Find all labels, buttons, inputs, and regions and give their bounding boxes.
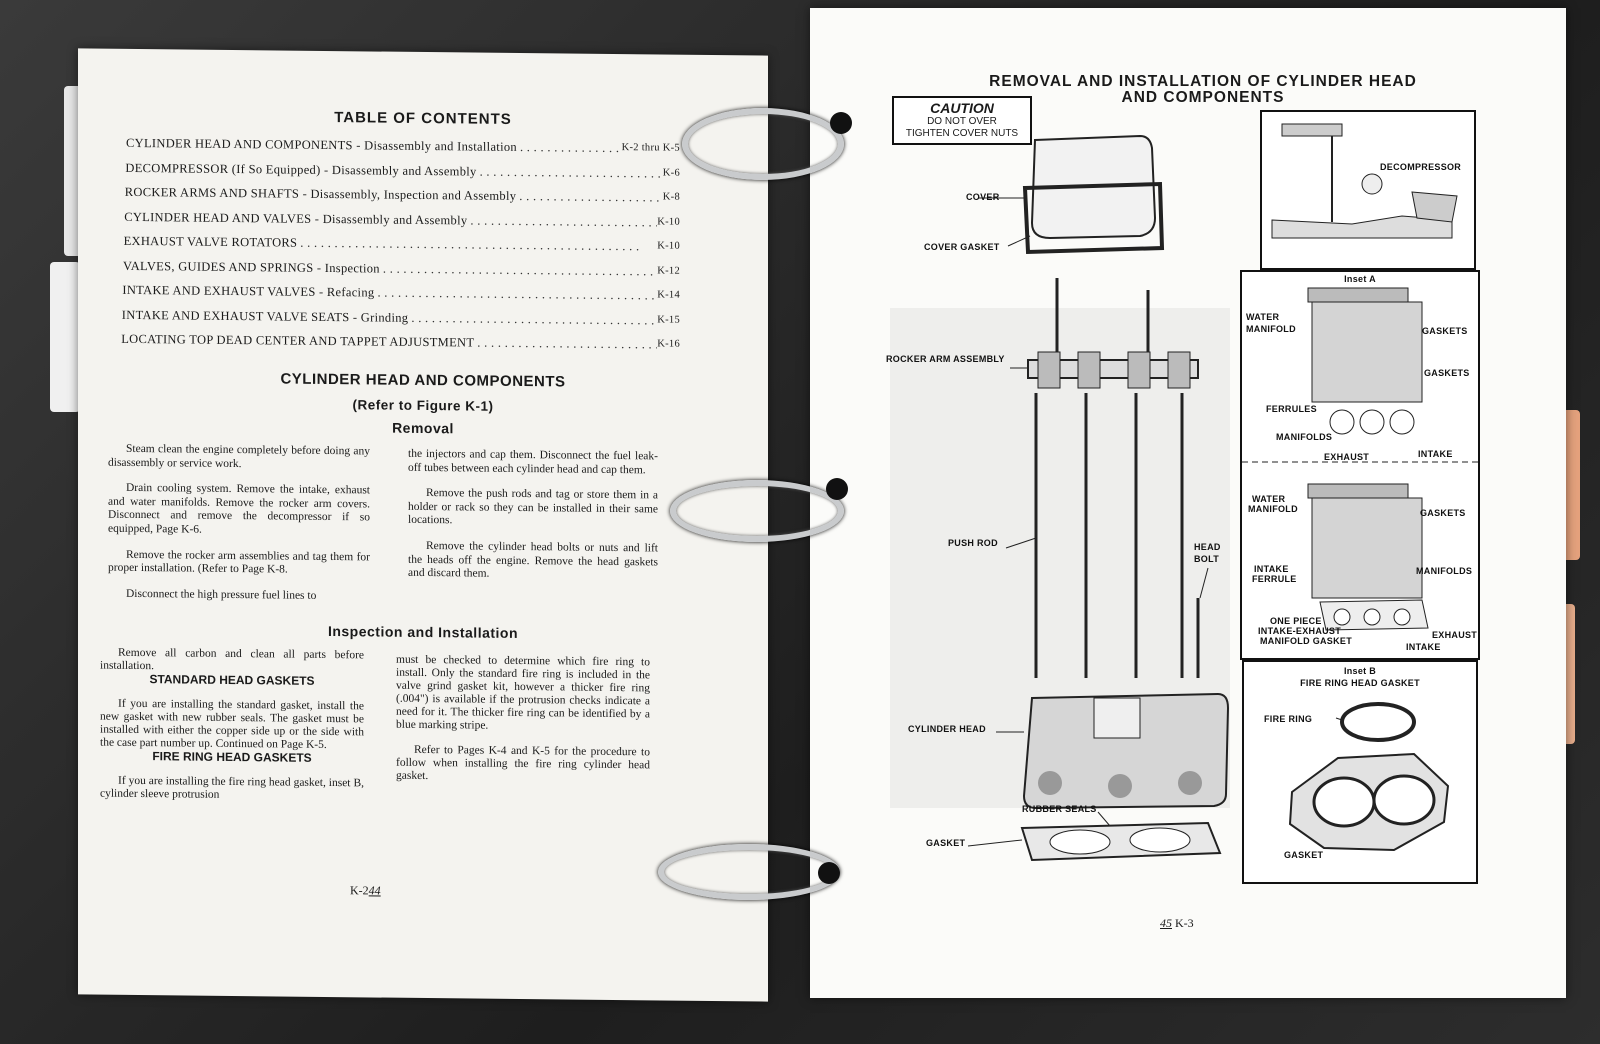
paragraph: Remove all carbon and clean all parts before installation. [100, 646, 364, 673]
folio-printed: K-2 [350, 883, 369, 898]
caution-label: CAUTION [930, 100, 994, 116]
label-gaskets-a1: GASKETS [1422, 326, 1468, 336]
toc-item-page: K-2 thru K-5 [621, 142, 680, 154]
toc-leader [517, 135, 622, 161]
label-push-rod: PUSH ROD [948, 538, 998, 548]
removal-column-left [108, 443, 370, 616]
label-ferrules: FERRULES [1266, 404, 1317, 414]
standard-gaskets-subtitle: STANDARD HEAD GASKETS [149, 672, 315, 688]
caution-line1: DO NOT OVER [927, 116, 997, 127]
fire-ring-gaskets-subtitle: FIRE RING HEAD GASKETS [152, 749, 312, 765]
label-head-bolt-1: HEAD [1194, 542, 1221, 552]
figure-title-line2: AND COMPONENTS [1121, 89, 1285, 106]
label-gaskets-a3: GASKETS [1420, 508, 1466, 518]
label-intake-a2: INTAKE [1406, 642, 1441, 652]
toc-item [120, 327, 680, 357]
paragraph: Remove the cylinder head bolts or nuts and lift the heads off the engine. Remove the head gaskets and discard them. [408, 540, 658, 580]
section-title: CYLINDER HEAD AND COMPONENTS [280, 370, 566, 391]
page-number-right [1160, 916, 1194, 931]
inset-b-subtitle: FIRE RING HEAD GASKET [1300, 678, 1420, 688]
section-reference: (Refer to Figure K-1) [352, 397, 494, 414]
toc-leader [408, 305, 657, 332]
toc-item-title: CYLINDER HEAD AND COMPONENTS - Disassembly and Installation [126, 135, 517, 154]
label-gasket: GASKET [926, 838, 966, 848]
inspection-title: Inspection and Installation [327, 623, 519, 641]
paragraph: Refer to Pages K-4 and K-5 for the procedure to follow when installing the fire ring cylinder head gasket. [396, 743, 650, 783]
toc-leader [516, 184, 663, 210]
table-of-contents [120, 131, 680, 357]
paragraph: Remove the rocker arm assemblies and tag them for proper installation. (Refer to Page K-8. [108, 548, 370, 576]
toc-item-page: K-12 [657, 264, 680, 277]
label-one-piece-3: MANIFOLD GASKET [1260, 636, 1352, 646]
paragraph: the injectors and cap them. Disconnect the fuel leak-off tubes between each cylinder head and cap them. [408, 447, 658, 476]
ring-rivet [826, 478, 848, 500]
label-head-bolt-2: BOLT [1194, 554, 1220, 564]
inspection-column-left [100, 647, 364, 804]
binder-ring-bottom [658, 844, 840, 900]
left-page [78, 48, 768, 1001]
label-water-a2: WATER [1252, 494, 1286, 504]
toc-leader [374, 280, 657, 307]
toc-item-title: CYLINDER HEAD AND VALVES - Disassembly and Assembly [124, 209, 468, 227]
toc-item-page: K-8 [662, 191, 680, 203]
toc-leader [467, 208, 657, 234]
toc-item-page: K-10 [657, 240, 680, 252]
label-intake-ferrule-1: INTAKE [1254, 564, 1289, 574]
paragraph: Remove the push rods and tag or store them in a holder or rack so they can be installed in their same locations. [408, 487, 658, 527]
toc-item-page: K-10 [657, 215, 680, 228]
toc-leader [477, 159, 663, 185]
label-fire-ring: FIRE RING [1264, 714, 1313, 724]
toc-item-page: K-14 [657, 289, 680, 301]
ring-rivet [818, 862, 840, 884]
toc-item-page: K-16 [657, 338, 680, 350]
inset-a-title: Inset A [1344, 274, 1376, 284]
inset-b-drawing [1244, 662, 1476, 882]
label-one-piece-2: INTAKE-EXHAUST [1258, 626, 1342, 636]
toc-leader [380, 256, 657, 283]
toc-item-title: DECOMPRESSOR (If So Equipped) - Disassembly and Assembly [125, 160, 477, 179]
paragraph: Steam clean the engine completely before doing any disassembly or service work. [108, 442, 370, 470]
label-intake-a1: INTAKE [1418, 449, 1453, 459]
toc-item-title: ROCKER ARMS AND SHAFTS - Disassembly, Inspection and Assembly [124, 184, 517, 203]
decompressor-drawing [1262, 112, 1474, 268]
inspection-column-right [396, 654, 650, 798]
toc-item-title: LOCATING TOP DEAD CENTER AND TAPPET ADJUSTMENT [121, 331, 475, 350]
label-gasket-b: GASKET [1284, 850, 1324, 860]
ring-rivet [830, 112, 852, 134]
folio-handwritten: 45 [1160, 916, 1172, 930]
page-number-left [350, 883, 381, 898]
toc-item-title: INTAKE AND EXHAUST VALVE SEATS - Grinding [121, 307, 409, 325]
label-water-a1: WATER [1246, 312, 1280, 322]
toc-item-title: VALVES, GUIDES AND SPRINGS - Inspection [123, 258, 380, 276]
folio-handwritten: 44 [368, 883, 381, 898]
label-cover: COVER [966, 192, 1000, 202]
label-decompressor: DECOMPRESSOR [1380, 162, 1462, 172]
label-manifolds-a1: MANIFOLDS [1276, 432, 1333, 442]
label-rocker-arm-assembly: ROCKER ARM ASSEMBLY [886, 354, 1005, 364]
label-manifolds-a2: MANIFOLDS [1416, 566, 1473, 576]
paragraph: If you are installing the fire ring head gasket, inset B, cylinder sleeve protrusion [100, 774, 364, 801]
inset-b-box [1242, 660, 1478, 884]
toc-leader [297, 231, 657, 259]
label-cover-gasket: COVER GASKET [924, 242, 1000, 252]
inset-a-box [1240, 270, 1480, 660]
label-water-manifold-a1: MANIFOLD [1246, 324, 1296, 334]
toc-item-page: K-15 [657, 313, 680, 326]
inset-b-title: Inset B [1343, 666, 1377, 676]
label-rubber-seals: RUBBER SEALS [1022, 804, 1097, 814]
paragraph: must be checked to determine which fire ring to install. Only the standard fire ring is included in the valve grind gasket kit, however a thicker fire ring (.004") is available if the protrusion checks indicate a need for it. The thicker fire ring can be identified by a blue marking stripe. [396, 653, 650, 732]
paragraph: Drain cooling system. Remove the intake, exhaust and water manifolds. Remove the rocker arm covers. Disconnect and remove the decompressor if so equipped, Page K-6. [108, 482, 370, 536]
right-page [810, 8, 1566, 998]
toc-item-title: INTAKE AND EXHAUST VALVES - Refacing [122, 282, 375, 300]
label-water-manifold-a2: MANIFOLD [1248, 504, 1298, 514]
removal-title: Removal [392, 419, 454, 437]
paragraph: Disconnect the high pressure fuel lines to [126, 587, 317, 602]
divider-tab-left-bottom [50, 262, 80, 412]
removal-column-right [408, 448, 658, 595]
paragraph: If you are installing the standard gasket, install the new gasket with new rubber seals. The gasket must be installed with either the copper side up or the side with the case part number up. Continued on Page K-5. [100, 697, 364, 751]
label-one-piece-1: ONE PIECE [1270, 616, 1322, 626]
toc-item-title: EXHAUST VALVE ROTATORS [123, 233, 298, 250]
binder-ring-middle [670, 480, 844, 542]
label-gaskets-a2: GASKETS [1424, 368, 1470, 378]
label-exhaust-a2: EXHAUST [1432, 630, 1478, 640]
figure-title-line1: REMOVAL AND INSTALLATION OF CYLINDER HEAD [989, 73, 1417, 90]
toc-leader [474, 331, 657, 357]
folio-printed: K-3 [1175, 916, 1194, 930]
toc-title: TABLE OF CONTENTS [334, 109, 512, 128]
caution-line2: TIGHTEN COVER NUTS [905, 128, 1019, 139]
label-exhaust-a1: EXHAUST [1324, 452, 1370, 462]
decompressor-box [1260, 110, 1476, 270]
binder-ring-top [682, 108, 844, 180]
label-intake-ferrule-2: FERRULE [1252, 574, 1297, 584]
label-cylinder-head: CYLINDER HEAD [908, 724, 986, 734]
toc-item-page: K-6 [662, 167, 680, 179]
